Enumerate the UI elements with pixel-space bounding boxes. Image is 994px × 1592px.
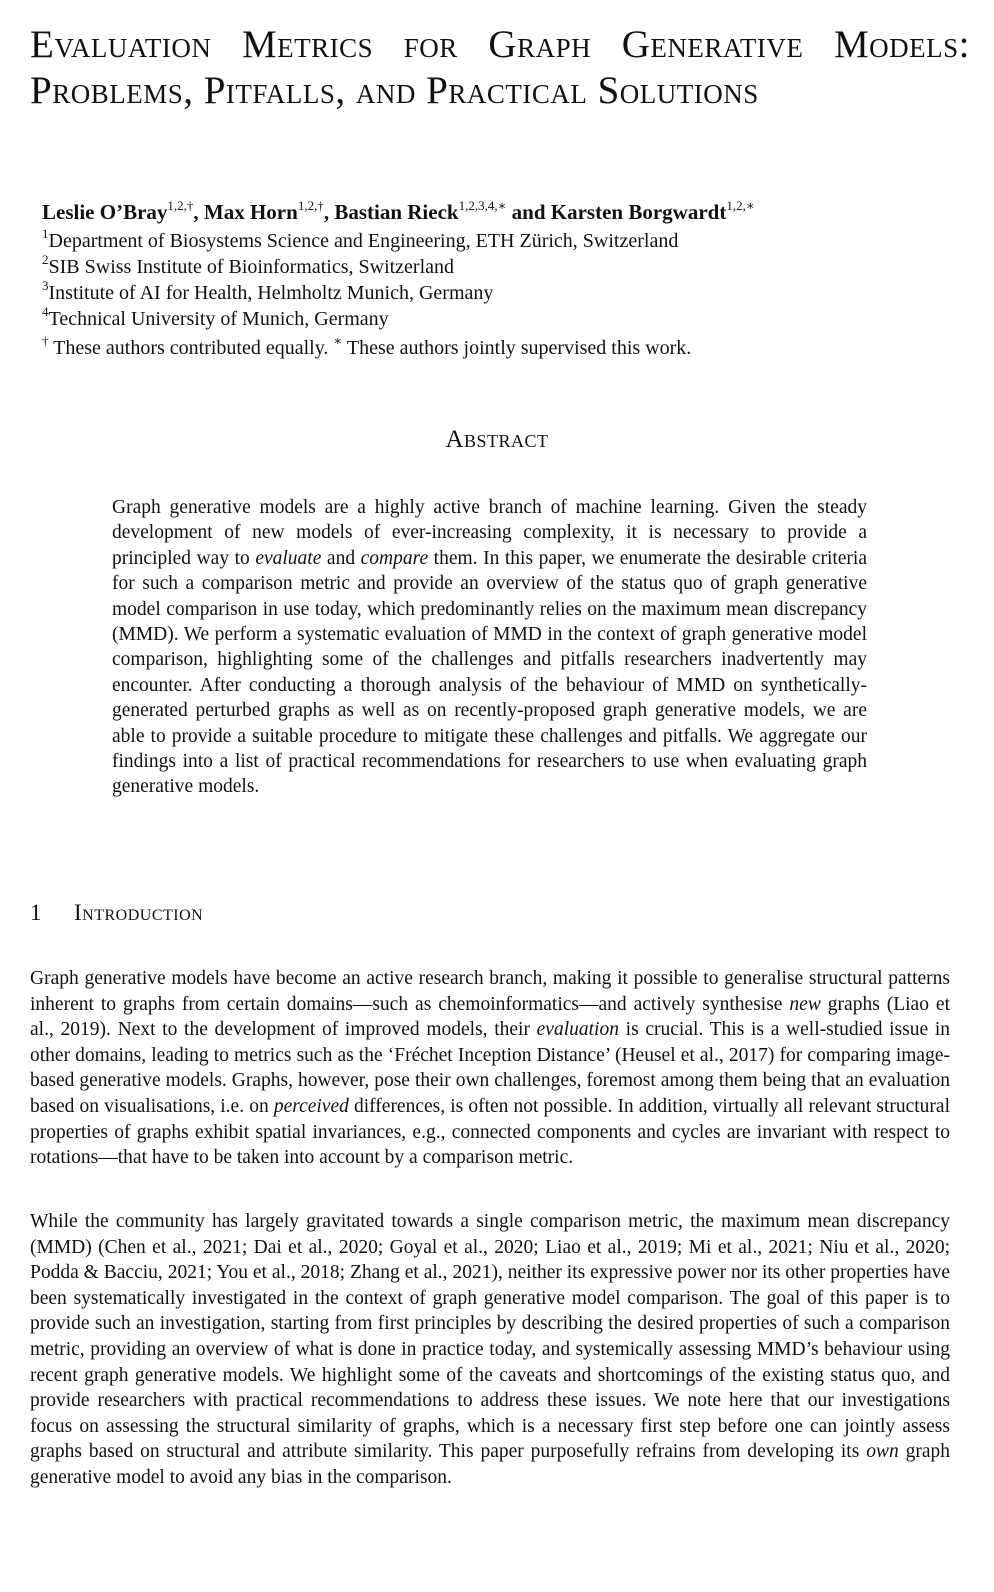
abstract-emphasis: evaluate xyxy=(255,547,322,569)
author-footnote xyxy=(42,335,962,361)
author-name: Bastian Rieck xyxy=(334,200,459,224)
abstract-text: and xyxy=(321,547,361,569)
paragraph-emphasis: own xyxy=(866,1441,899,1463)
paragraph-text: graphs (Liao et al., 2019). Next to the development of improved models, their xyxy=(30,993,950,1041)
author-list xyxy=(42,198,962,226)
affiliation-mark: 2 xyxy=(42,252,49,267)
author-name: Leslie O’Bray xyxy=(42,200,168,224)
author-marks: 1,2,† xyxy=(297,198,324,213)
footnote-mark-equal: † xyxy=(42,333,49,348)
intro-paragraph-1 xyxy=(30,966,950,1171)
abstract-emphasis: compare xyxy=(360,547,429,569)
abstract-text: Graph generative models are a highly active branch of machine learning. Given the steady development of new models of ever-increasing complexity, it is necessary to provide a principled way to xyxy=(112,497,867,569)
paragraph-text: differences, is often not possible. In addition, virtually all relevant structural properties of graphs exhibit spatial invariances, e.g., connected components and cycles are invariant with respect to rotations—that have to be taken into account by a comparison metric. xyxy=(30,1095,951,1169)
section-heading xyxy=(30,900,203,926)
section-title: Introduction xyxy=(74,900,204,925)
paragraph-text: While the community has largely gravitated towards a single comparison metric, the maximum mean discrepancy (MMD) (Chen et al., 2021; Dai et al., 2020; Goyal et al., 2020; Liao et al., 2019; Mi et al., 2021; Niu et al., 2020; Podda & Bacciu, 2021; You et al., 2018; Zhang et al., 2021), neither its expressive power nor its other properties have been systematically investigated in the context of graph generative model comparison. The goal of this paper is to provide such an investigation, starting from first principles by describing the desired properties of such a comparison metric, providing an overview of what is done in practice today, and systemically assessing MMD’s behaviour using recent graph generative models. We highlight some of the caveats and shortcomings of the existing status quo, and provide researchers with practical recommendations to address these issues. We note here that our investigations focus on assessing the structural similarity of graphs, which is a necessary first step before one can jointly assess graphs based on structural and attribute similarity. This paper purposefully refrains from developing its xyxy=(30,1211,950,1463)
affiliation-text: SIB Swiss Institute of Bioinformatics, Switzerland xyxy=(48,256,455,278)
affiliation-mark: 3 xyxy=(42,278,49,293)
abstract-body xyxy=(112,495,867,800)
paragraph-text: Graph generative models have become an active research branch, making it possible to generalise structural patterns inherent to graphs from certain domains—such as chemoinformatics—and actively synthesise xyxy=(30,968,950,1015)
author-marks: 1,2,† xyxy=(167,198,194,213)
affiliation-mark: 4 xyxy=(42,304,49,319)
author-separator: and xyxy=(506,200,551,224)
affiliation xyxy=(42,280,962,306)
abstract-text: them. In this paper, we enumerate the desirable criteria for such a comparison metric and provide an overview of the status quo of graph generative model comparison in use today, which predominantly relies on the maximum mean discrepancy (MMD). We perform a systematic evaluation of MMD in the context of graph generative model comparison, highlighting some of the challenges and pitfalls researchers inadvertently may encounter. After conducting a thorough analysis of the behaviour of MMD on synthetically-generated perturbed graphs as well as on recently-proposed graph generative models, we are able to provide a suitable procedure to mitigate these challenges and pitfalls. We aggregate our findings into a list of practical recommendations for researchers to use when evaluating graph generative models. xyxy=(112,547,868,798)
affiliation xyxy=(42,228,962,254)
affiliation-text: Institute of AI for Health, Helmholtz Munich, Germany xyxy=(48,282,494,304)
footnote-text-supervised: These authors jointly supervised this work. xyxy=(342,337,692,359)
paragraph-text: graph generative model to avoid any bias in the comparison. xyxy=(30,1441,950,1488)
paragraph-text: is crucial. This is a well-studied issue in other domains, leading to metrics such as the ‘Fréchet Inception Distance’ (Heusel et al., 2017) for comparing image-based generative models. Graphs, however, pose their own challenges, foremost among them being that an evaluation based on visualisations, i.e. on xyxy=(30,1019,950,1117)
affiliation-text: Department of Biosystems Science and Engineering, ETH Zürich, Switzerland xyxy=(48,230,679,252)
author-name: Max Horn xyxy=(203,200,298,224)
author-separator: , xyxy=(193,200,204,224)
intro-paragraph-2 xyxy=(30,1209,950,1491)
affiliation xyxy=(42,254,962,280)
footnote-mark-supervised: ∗ xyxy=(333,333,343,348)
affiliation-mark: 1 xyxy=(42,226,49,241)
paragraph-emphasis: evaluation xyxy=(536,1019,619,1041)
paragraph-emphasis: new xyxy=(789,993,821,1015)
footnote-text-equal: These authors contributed equally. xyxy=(48,337,334,359)
paper-title: Evaluation Metrics for Graph Generative Models: Problems, Pitfalls, and Practical Solutions xyxy=(30,23,970,112)
author-marks: 1,2,∗ xyxy=(726,198,755,213)
abstract-heading: Abstract xyxy=(445,426,549,453)
section-number: 1 xyxy=(30,900,42,925)
author-separator: , xyxy=(323,200,335,224)
affiliation-text: Technical University of Munich, Germany xyxy=(48,308,389,330)
paragraph-emphasis: perceived xyxy=(273,1095,349,1117)
author-name: Karsten Borgwardt xyxy=(550,200,727,224)
affiliation xyxy=(42,306,962,332)
author-marks: 1,2,3,4,∗ xyxy=(458,198,507,213)
